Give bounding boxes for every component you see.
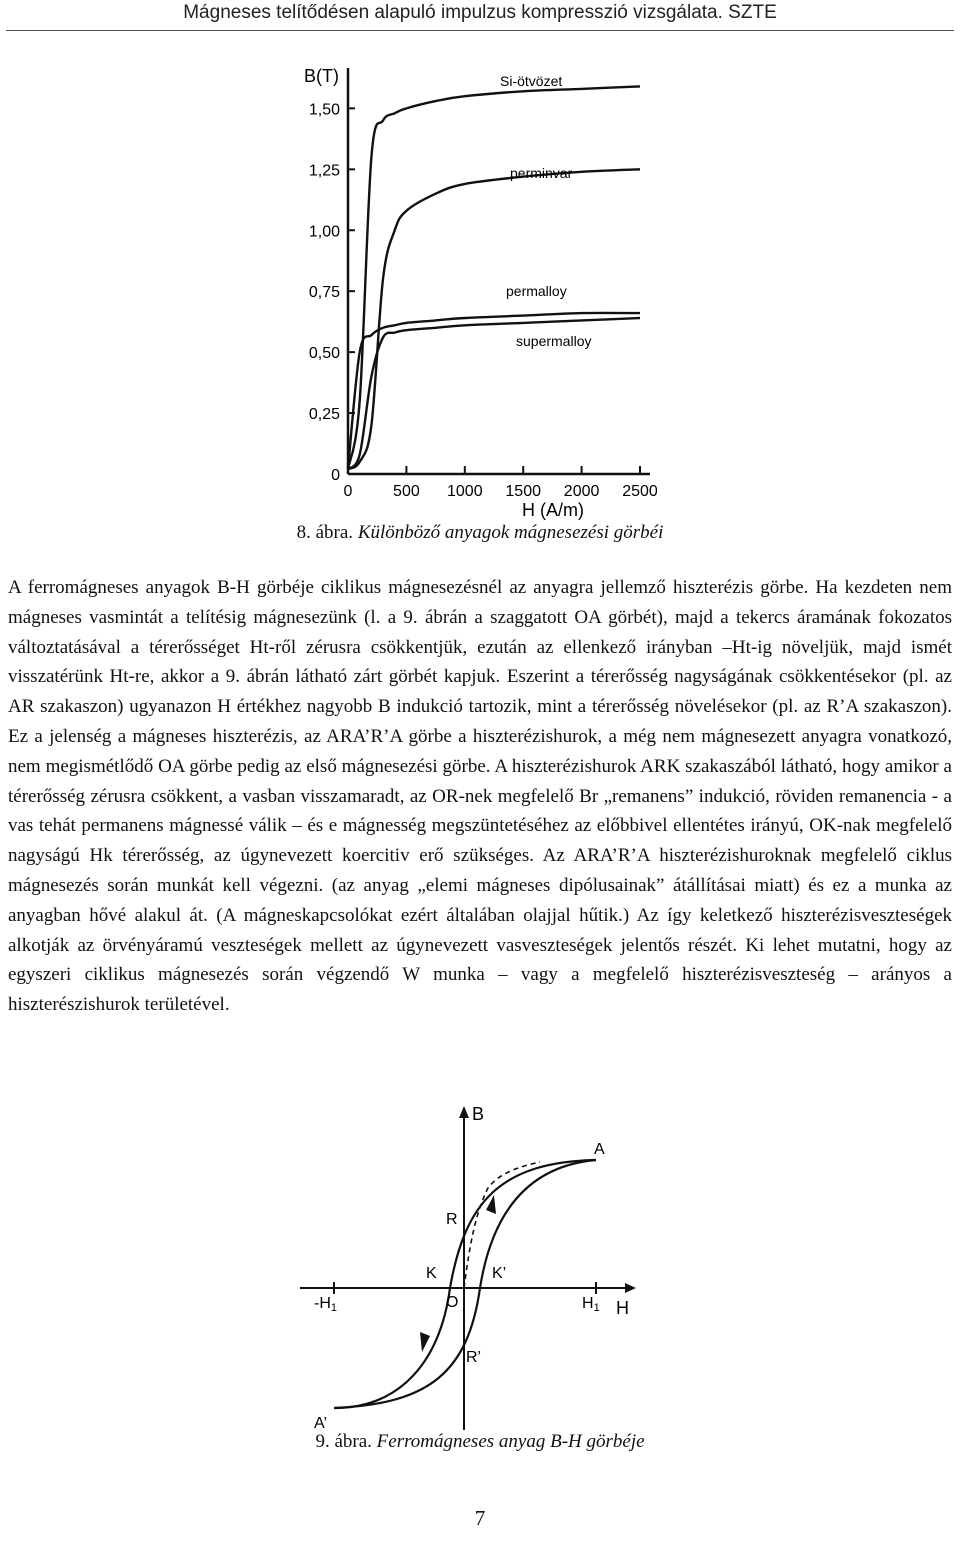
x-tick-label: 1500 xyxy=(505,483,541,500)
figure-9-title: Ferromágneses anyag B-H görbéje xyxy=(376,1431,645,1452)
x-tick-label: 1000 xyxy=(447,483,483,500)
curve-label-si: Si-ötvözet xyxy=(500,73,563,89)
x-tick-label: 2000 xyxy=(563,483,600,500)
h1-label: H1 xyxy=(582,1295,600,1314)
origin-label: O xyxy=(446,1294,459,1311)
x-tick-label: 2500 xyxy=(622,483,658,500)
figure-8-title: Különböző anyagok mágnesezési görbéi xyxy=(357,522,664,543)
figure-9-number: 9. ábra. xyxy=(315,1431,372,1452)
y-tick-label: 0,50 xyxy=(308,345,340,363)
curve-label-perminvar: perminvar xyxy=(510,165,573,181)
b-axis-label: B xyxy=(472,1104,485,1124)
point-K-label: K xyxy=(426,1265,437,1282)
figure-8-caption xyxy=(0,522,960,544)
point-A-label: A xyxy=(594,1141,605,1158)
running-header: Mágneses telítődésen alapuló impulzus kompresszió vizsgálata. SZTE xyxy=(183,2,777,23)
figure-8-number: 8. ábra. xyxy=(296,522,354,543)
x-tick-label: 500 xyxy=(393,483,420,500)
paragraph-1: A ferromágneses anyagok B-H görbéje ciklikus mágnesezésnél az anyagra jellemző hiszterézis görbe. Ha kezdeten nem mágneses vasmintát a telítésig mágnesezünk (l. a 9. ábrán a szaggatott OA görbét), majd a tekercs áramának fokozatos változtatásával a térerősséget Ht-ről zérusra csökkentjük, ezután az ellenkező irányban –Ht-ig növeljük, majd ismét visszatérünk Ht-re, akkor a 9. ábrán látható zárt görbét kapjuk. Eszerint a térerősség nagyságának csökkentésekor (pl. az AR szakaszon) ugyanazon H értékhez nagyobb B indukció tartozik, mint a térerősség növelésekor (pl. az R’A szakaszon). Ez a jelenség a mágneses hiszterézis, az ARA’R’A görbe a hiszterézishurok, a még nem mágnesezett anyagra vonatkozó, nem megismétlődő OA görbe pedig az első mágnesezési görbe. A hiszterézishurok ARK szakaszából látható, hogy amikor a térerősség zérusra csökkent, a vasban visszamaradt, az OR-nek megfelelő Br „remanens” indukció, röviden remanencia - a vas tehát permanens mágnessé válik – és e mágnesség megszüntetéséhez az előbbivel ellentétes irányú, OK-nak megfelelő nagyságú Hk térerősség, az úgynevezett koercitiv erő szükséges. Az ARA’R’A hiszterézishuroknak megfelelő ciklus mágnesezés során munkát kell végezni. (az anyag „elemi mágneses dipólusainak” átállításai miatt) és ez a munka az anyagban hővé alakul át. (A mágneskapcsolókat ezért általában olajjal hűtik.) Az így keletkező hiszterézisveszteségek alkotják az örvényáramú veszteségek mellett az úgynevezett vasveszteségek jelentős részét. Ki lehet mutatni, hogy az egyszeri ciklikus mágnesezés során végzendő W munka – vagy a megfelelő hiszterézisveszteség – arányos a hiszterészishurok területével. xyxy=(8,577,952,1016)
point-R-prime-label: R’ xyxy=(466,1349,482,1366)
header-rule xyxy=(6,30,954,31)
body-paragraph xyxy=(8,573,952,1020)
point-K-prime-label: K’ xyxy=(492,1265,507,1282)
hysteresis-loop-diagram xyxy=(300,1102,670,1432)
y-tick-label: 0,75 xyxy=(308,284,340,302)
point-A-prime-label: A’ xyxy=(314,1415,328,1432)
y-tick-label: 1,25 xyxy=(308,162,340,180)
x-tick-label: 0 xyxy=(343,483,353,500)
minus-h1-label: -H1 xyxy=(314,1295,338,1314)
curve-label-permalloy: permalloy xyxy=(506,283,567,299)
y-tick-label: 1,00 xyxy=(308,223,340,241)
x-axis-label: H (A/m) xyxy=(522,500,584,520)
y-tick-label: 0,25 xyxy=(308,406,340,424)
curve-label-supermalloy: supermalloy xyxy=(516,333,592,349)
point-R-label: R xyxy=(446,1211,458,1228)
h-axis-label: H xyxy=(616,1298,629,1318)
y-tick-label: 1,50 xyxy=(308,101,340,119)
y-tick-label: 0 xyxy=(331,467,340,484)
magnetization-curves-chart xyxy=(290,44,690,524)
figure-9-caption xyxy=(0,1431,960,1453)
y-axis-label: B(T) xyxy=(304,66,339,86)
page-number: 7 xyxy=(474,1506,486,1530)
